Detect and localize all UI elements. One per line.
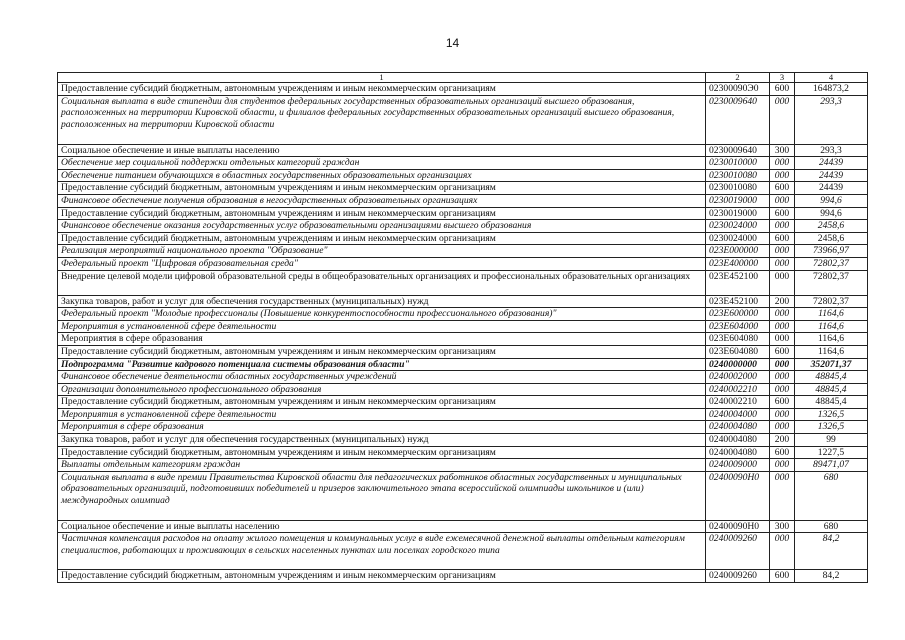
row-name-cell: Федеральный проект "Цифровая образовательная среда" [58,257,706,270]
table-row [58,295,868,308]
row-name-cell: Мероприятия в установленной сфере деятельности [58,408,706,421]
table-row [58,257,868,270]
row-code-cell: 02300090Э0 [706,83,770,96]
row-sum-cell: 72802,37 [795,257,868,270]
row-sum-cell: 2458,6 [795,232,868,245]
table-row [58,358,868,371]
row-code-cell: 02400090Н0 [706,471,770,520]
row-name-cell: Обеспечение питанием обучающихся в областных государственных образовательных организациях [58,169,706,182]
row-type-cell: 600 [770,207,795,220]
row-code-cell: 0230024000 [706,232,770,245]
row-type-cell: 000 [770,421,795,434]
row-name-cell: Предоставление субсидий бюджетным, автономным учреждениям и иным некоммерческим организациям [58,446,706,459]
row-name-cell: Мероприятия в сфере образования [58,333,706,346]
row-code-cell: 0240004080 [706,446,770,459]
row-code-cell: 0240002000 [706,371,770,384]
row-type-cell: 200 [770,434,795,447]
row-sum-cell: 1164,6 [795,333,868,346]
row-name-cell: Финансовое обеспечение получения образования в негосударственных образовательных организациях [58,194,706,207]
row-type-cell: 200 [770,295,795,308]
row-code-cell: 0240009260 [706,570,770,583]
row-sum-cell: 72802,37 [795,295,868,308]
table-row [58,408,868,421]
row-sum-cell: 24439 [795,157,868,170]
row-code-cell: 0240000000 [706,358,770,371]
row-name-cell: Предоставление субсидий бюджетным, автономным учреждениям и иным некоммерческим организациям [58,345,706,358]
row-code-cell: 023E400000 [706,257,770,270]
row-sum-cell: 1164,6 [795,345,868,358]
row-code-cell: 023E000000 [706,245,770,258]
table-row [58,144,868,157]
row-type-cell: 600 [770,446,795,459]
row-code-cell: 0240004080 [706,434,770,447]
row-sum-cell: 2458,6 [795,220,868,233]
header-col-1: 1 [58,73,706,83]
row-name-cell: Обеспечение мер социальной поддержки отдельных категорий граждан [58,157,706,170]
header-col-4: 4 [795,73,868,83]
row-type-cell: 000 [770,95,795,144]
row-name-cell: Социальная выплата в виде премии Правительства Кировской области для педагогических работников областных государственных и муниципальных образовательных организаций, подготовивших победителей и призеров заключительного этапа всероссийской олимпиады школьников и (или) международных олимпиад [58,471,706,520]
row-code-cell: 0230010000 [706,157,770,170]
table-row [58,169,868,182]
row-type-cell: 000 [770,533,795,570]
row-sum-cell: 24439 [795,169,868,182]
table-row [58,83,868,96]
row-type-cell: 000 [770,471,795,520]
row-name-cell: Подпрограмма "Развитие кадрового потенциала системы образования области" [58,358,706,371]
table-row [58,371,868,384]
table-row [58,308,868,321]
table-row [58,421,868,434]
row-sum-cell: 293,3 [795,95,868,144]
row-code-cell: 0230010080 [706,169,770,182]
row-sum-cell: 89471,07 [795,459,868,472]
row-name-cell: Частичная компенсация расходов на оплату жилого помещения и коммунальных услуг в виде ежемесячной денежной выплаты отдельным категориям специалистов, работающих и проживающих в сельских населенных пунктах или поселках городского типа [58,533,706,570]
row-name-cell: Предоставление субсидий бюджетным, автономным учреждениям и иным некоммерческим организациям [58,396,706,409]
table-row [58,383,868,396]
table-row [58,333,868,346]
table-row [58,207,868,220]
header-col-2: 2 [706,73,770,83]
row-name-cell: Реализация мероприятий национального проекта "Образование" [58,245,706,258]
row-name-cell: Финансовое обеспечение деятельности областных государственных учреждений [58,371,706,384]
row-name-cell: Мероприятия в сфере образования [58,421,706,434]
row-sum-cell: 84,2 [795,533,868,570]
table-row [58,194,868,207]
row-name-cell: Мероприятия в установленной сфере деятельности [58,320,706,333]
table-row [58,245,868,258]
row-code-cell: 023E604080 [706,333,770,346]
row-code-cell: 023E452100 [706,270,770,295]
row-sum-cell: 48845,4 [795,371,868,384]
page-number: 14 [445,36,460,50]
row-sum-cell: 1227,5 [795,446,868,459]
row-code-cell: 0240002210 [706,396,770,409]
row-code-cell: 023E452100 [706,295,770,308]
row-type-cell: 000 [770,371,795,384]
table-header-row [58,73,868,83]
row-type-cell: 000 [770,358,795,371]
row-sum-cell: 48845,4 [795,396,868,409]
row-sum-cell: 994,6 [795,194,868,207]
row-type-cell: 300 [770,520,795,533]
header-col-3: 3 [770,73,795,83]
row-type-cell: 000 [770,320,795,333]
table-row [58,533,868,570]
row-code-cell: 023E604000 [706,320,770,333]
row-name-cell: Предоставление субсидий бюджетным, автономным учреждениям и иным некоммерческим организациям [58,232,706,245]
row-type-cell: 000 [770,194,795,207]
table-row [58,446,868,459]
row-code-cell: 023E600000 [706,308,770,321]
row-code-cell: 0230010080 [706,182,770,195]
table-row [58,95,868,144]
row-sum-cell: 994,6 [795,207,868,220]
row-sum-cell: 164873,2 [795,83,868,96]
row-type-cell: 000 [770,383,795,396]
row-type-cell: 600 [770,182,795,195]
row-name-cell: Социальное обеспечение и иные выплаты населению [58,144,706,157]
table-row [58,320,868,333]
row-name-cell: Предоставление субсидий бюджетным, автономным учреждениям и иным некоммерческим организациям [58,182,706,195]
row-code-cell: 0230024000 [706,220,770,233]
row-name-cell: Закупка товаров, работ и услуг для обеспечения государственных (муниципальных) нужд [58,434,706,447]
row-type-cell: 600 [770,232,795,245]
row-type-cell: 000 [770,408,795,421]
row-type-cell: 000 [770,157,795,170]
row-sum-cell: 352071,37 [795,358,868,371]
row-sum-cell: 680 [795,471,868,520]
row-code-cell: 0230009640 [706,144,770,157]
row-type-cell: 600 [770,83,795,96]
row-name-cell: Внедрение целевой модели цифровой образовательной среды в общеобразовательных организациях и профессиональных образовательных организациях [58,270,706,295]
row-code-cell: 0230019000 [706,194,770,207]
row-type-cell: 000 [770,169,795,182]
row-type-cell: 000 [770,270,795,295]
row-type-cell: 000 [770,220,795,233]
row-name-cell: Предоставление субсидий бюджетным, автономным учреждениям и иным некоммерческим организациям [58,570,706,583]
row-type-cell: 600 [770,570,795,583]
row-sum-cell: 1326,5 [795,421,868,434]
budget-table [57,72,868,583]
row-type-cell: 600 [770,345,795,358]
row-sum-cell: 293,3 [795,144,868,157]
row-sum-cell: 24439 [795,182,868,195]
table-row [58,471,868,520]
table-row [58,396,868,409]
row-sum-cell: 48845,4 [795,383,868,396]
row-name-cell: Закупка товаров, работ и услуг для обеспечения государственных (муниципальных) нужд [58,295,706,308]
row-code-cell: 0240009000 [706,459,770,472]
row-type-cell: 600 [770,396,795,409]
row-type-cell: 000 [770,257,795,270]
row-sum-cell: 1326,5 [795,408,868,421]
row-name-cell: Организации дополнительного профессионального образования [58,383,706,396]
table-row [58,345,868,358]
row-sum-cell: 1164,6 [795,320,868,333]
table-row [58,157,868,170]
row-code-cell: 0240004080 [706,421,770,434]
row-code-cell: 0240004000 [706,408,770,421]
table-row [58,434,868,447]
row-sum-cell: 73966,97 [795,245,868,258]
row-name-cell: Предоставление субсидий бюджетным, автономным учреждениям и иным некоммерческим организациям [58,207,706,220]
table-row [58,232,868,245]
row-code-cell: 0240002210 [706,383,770,396]
row-sum-cell: 1164,6 [795,308,868,321]
row-name-cell: Социальная выплата в виде стипендии для студентов федеральных государственных образовательных организаций высшего образования, расположенных на территории Кировской области, и филиалов федеральных государственных образовательных организаций высшего образования, расположенных на территории Кировской области [58,95,706,144]
row-name-cell: Социальное обеспечение и иные выплаты населению [58,520,706,533]
table-row [58,459,868,472]
row-code-cell: 023E604080 [706,345,770,358]
table-row [58,520,868,533]
row-name-cell: Федеральный проект "Молодые профессионалы (Повышение конкурентоспособности профессионального образования)" [58,308,706,321]
row-type-cell: 000 [770,459,795,472]
row-code-cell: 0230009640 [706,95,770,144]
row-code-cell: 02400090Н0 [706,520,770,533]
row-name-cell: Предоставление субсидий бюджетным, автономным учреждениям и иным некоммерческим организациям [58,83,706,96]
row-code-cell: 0230019000 [706,207,770,220]
row-code-cell: 0240009260 [706,533,770,570]
row-sum-cell: 72802,37 [795,270,868,295]
row-type-cell: 000 [770,245,795,258]
row-sum-cell: 680 [795,520,868,533]
row-sum-cell: 99 [795,434,868,447]
table-row [58,570,868,583]
table-row [58,270,868,295]
row-name-cell: Выплаты отдельным категориям граждан [58,459,706,472]
row-type-cell: 000 [770,333,795,346]
row-type-cell: 300 [770,144,795,157]
table-row [58,182,868,195]
row-type-cell: 000 [770,308,795,321]
table-row [58,220,868,233]
row-name-cell: Финансовое обеспечение оказания государственных услуг образовательными организациями высшего образования [58,220,706,233]
row-sum-cell: 84,2 [795,570,868,583]
